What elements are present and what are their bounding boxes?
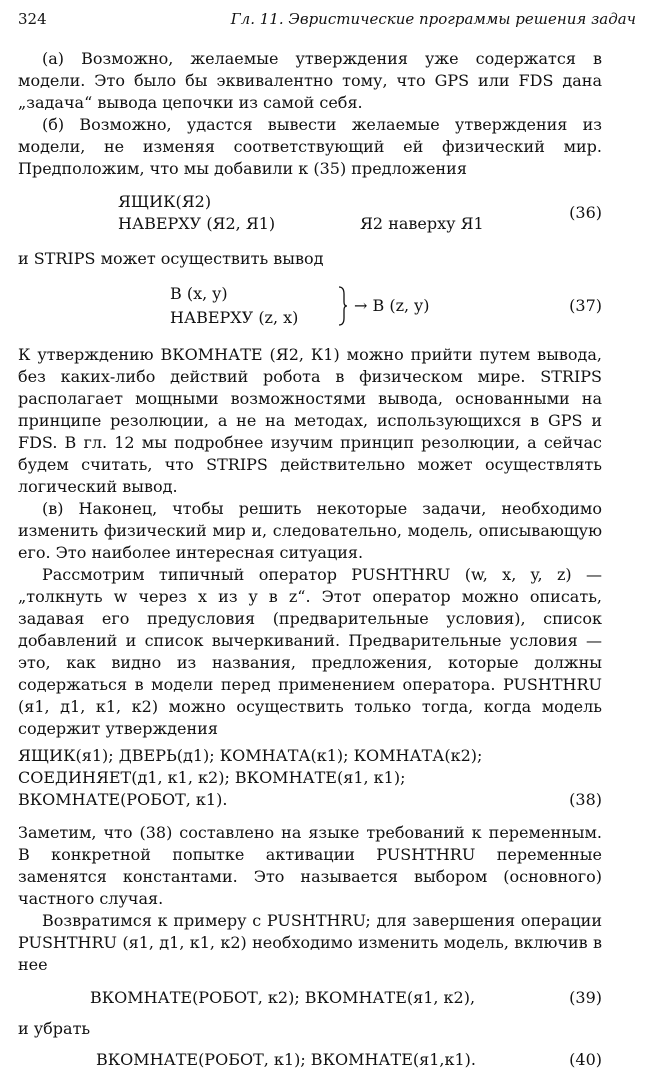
running-title: Гл. 11. Эвристические программы решения задач — [230, 10, 636, 28]
paragraph-a: (а) Возможно, желаемые утверждения уже содержатся в модели. Это было бы эквивалентно тому, что GPS или FDS дана „задача“ вывода цепочки из самой себя. — [18, 49, 602, 112]
formula-40-number: (40) — [569, 1050, 602, 1069]
formula-39-equation: ВКОМНАТЕ(РОБОТ, к2); ВКОМНАТЕ(я1, к2), — [90, 988, 476, 1007]
formula-37 — [18, 280, 602, 336]
paragraph-i: и убрать — [18, 1019, 91, 1038]
formula-38-line2: СОЕДИНЯЕТ(д1, к1, к2); ВКОМНАТЕ(я1, к1); — [18, 768, 406, 787]
page-body — [18, 48, 602, 1076]
paragraph-d: К утверждению ВКОМНАТЕ (Я2, К1) можно прийти путем вывода, без каких-либо действий робота в физическом мире. STRIPS располагает мощными возможностями вывода, основанными на принципе резолюции, а не на методах, использующихся в GPS и FDS. В гл. 12 мы подробнее изучим принцип резолюции, а сейчас будем считать, что STRIPS действительно может осуществлять логический вывод. — [18, 345, 602, 496]
formula-36-line1: ЯЩИК(Я2) — [118, 192, 212, 211]
formula-37-line2: НАВЕРХУ (z, x) — [170, 308, 299, 327]
formula-37-result: → В (z, y) — [354, 296, 430, 315]
formula-40-equation: ВКОМНАТЕ(РОБОТ, к1); ВКОМНАТЕ(я1,к1). — [96, 1050, 476, 1069]
paragraph-c: и STRIPS может осуществить вывод — [18, 249, 324, 268]
paragraph-f: Рассмотрим типичный оператор PUSHTHRU (w, x, y, z) — „толкнуть w через x из y в z“. Этот оператор можно описать, задавая его предусловия (предварительные условия), список добавлений и список вычеркиваний. Предварительные условия — это, как видно из названия, предложения, которые должны содержаться в модели перед применением оператора. PUSHTHRU (я1, д1, к1, к2) можно осуществить только тогда, когда модель содержит утверждения — [18, 565, 602, 738]
paragraph-g: Заметим, что (38) составлено на языке требований к переменным. В конкретной попытке активации PUSHTHRU переменные заменятся константами. Это называется выбором (основного) частного случая. — [18, 823, 602, 908]
formula-36-line2b: Я2 наверху Я1 — [360, 214, 484, 233]
paragraph-b: (б) Возможно, удастся вывести желаемые утверждения из модели, не изменяя соответствующий ей физический мир. Предположим, что мы добавили к (35) предложения — [18, 115, 602, 178]
formula-36 — [18, 190, 602, 242]
formula-38-line1: ЯЩИК(я1); ДВЕРЬ(д1); КОМНАТА(к1); КОМНАТА(к2); — [18, 746, 483, 765]
paragraph-h: Возвратимся к примеру с PUSHTHRU; для завершения операции PUSHTHRU (я1, д1, к1, к2) необходимо изменить модель, включив в нее — [18, 911, 602, 974]
page-header — [18, 10, 636, 34]
formula-36-number: (36) — [569, 203, 602, 222]
formula-36-line2a: НАВЕРХУ (Я2, Я1) — [118, 214, 276, 233]
formula-38 — [18, 746, 602, 816]
formula-39-number: (39) — [569, 988, 602, 1007]
formula-38-line3: ВКОМНАТЕ(РОБОТ, к1). — [18, 790, 228, 809]
right-brace-icon — [338, 286, 348, 326]
formula-40 — [18, 1046, 602, 1076]
formula-39 — [18, 984, 602, 1014]
formula-37-line1: В (x, y) — [170, 284, 228, 303]
formula-37-number: (37) — [569, 296, 602, 315]
paragraph-e: (в) Наконец, чтобы решить некоторые задачи, необходимо изменить физический мир и, следовательно, модель, описывающую его. Это наиболее интересная ситуация. — [18, 499, 602, 562]
page-number: 324 — [18, 10, 47, 28]
formula-38-number: (38) — [569, 790, 602, 809]
